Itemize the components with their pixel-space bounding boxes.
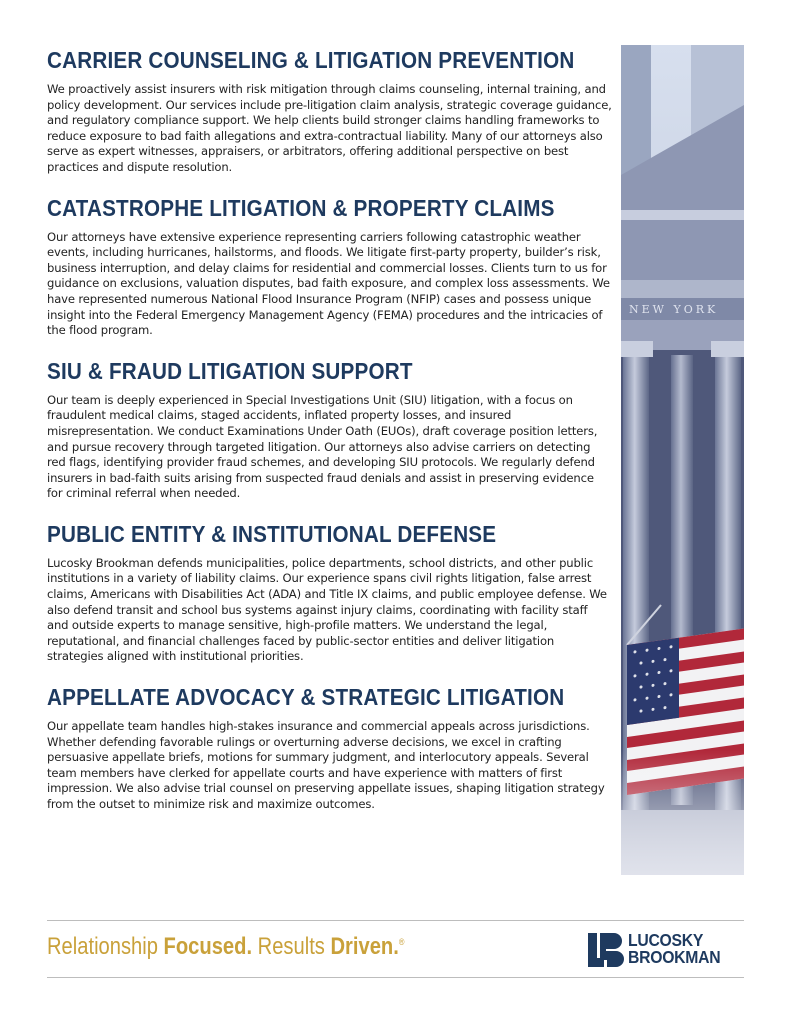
tagline-part-bold: Focused. — [163, 933, 253, 960]
section-body: Lucosky Brookman defends municipalities, police departments, school districts, and other public institutions in a variety of liability claims. Our experience spans civil rights litigation, false arrest claims, Americans with Disabilities Act (ADA) and Title IX claims, and public employee defense. We also defend transit and school bus systems against injury claims, coordinating with facility staff and outside experts to manage sensitive, high-profile matters. We understand the legal, reputational, and financial challenges faced by public-sector entities and deliver litigation strategies aligned with institutional priorities. — [47, 555, 607, 664]
logo-line: BROOKMAN — [628, 947, 721, 967]
company-logo — [588, 930, 744, 970]
section-body: Our appellate team handles high-stakes insurance and commercial appeals across jurisdictions. Whether defending favorable rulings or overturning adverse decisions, we excel in crafting persuasive appellate briefs, motions for summary judgment, and interlocutory appeals. Several team members have clerked for appellate courts and have experience with matters of first impression. We also advise trial counsel on preserving appellate issues, shaping litigation strategy from the outset to minimize risk and maximize outcomes. — [47, 719, 605, 811]
section-heading: CARRIER COUNSELING & LITIGATION PREVENTION — [47, 47, 575, 73]
logo-line: LUCOSKY — [628, 930, 704, 950]
tagline-part: Results — [252, 933, 331, 960]
section-body: Our team is deeply experienced in Special Investigations Unit (SIU) litigation, with a focus on fraudulent medical claims, staged accidents, inflated property losses, and insured misrepresentation. We conduct Examinations Under Oath (EUOs), draft coverage position letters, and pursue recovery through targeted litigation. Our attorneys also advise carriers on detecting red flags, identifying provider fraud schemes, and developing SIU protocols. We regularly defend insurers in bad-faith suits arising from suspected fraud denials and assist in preserving evidence for criminal referral when needed. — [47, 392, 598, 501]
section-appellate-advocacy — [47, 683, 612, 813]
section-siu-fraud — [47, 357, 612, 502]
section-body: Our attorneys have extensive experience representing carriers following catastrophic weather events, including hurricanes, hailstorms, and floods. We litigate first-party property, builder’s risk, business interruption, and delay claims for residential and commercial losses. Clients turn to us for guidance on exclusions, valuation disputes, bad faith exposure, and complex loss assessments. We have represented numerous National Flood Insurance Program (NFIP) cases and possess unique insight into the Federal Emergency Management Agency (FEMA) procedures and the intricacies of the flood program. — [47, 229, 610, 338]
registered-mark: ® — [398, 937, 405, 947]
main-content — [47, 46, 612, 831]
section-heading: CATASTROPHE LITIGATION & PROPERTY CLAIMS — [47, 194, 555, 221]
tagline-part: Relationship — [47, 933, 164, 960]
section-heading: APPELLATE ADVOCACY & STRATEGIC LITIGATION — [47, 684, 565, 711]
section-heading: SIU & FRAUD LITIGATION SUPPORT — [47, 357, 413, 384]
section-catastrophe-litigation — [47, 194, 612, 339]
tagline — [47, 933, 404, 961]
section-heading: PUBLIC ENTITY & INSTITUTIONAL DEFENSE — [47, 520, 497, 547]
section-public-entity — [47, 520, 612, 665]
footer-divider-top — [47, 920, 744, 921]
tagline-part-bold: Driven. — [330, 933, 399, 960]
logo-wordmark — [628, 932, 720, 966]
footer-divider-bottom — [47, 977, 744, 978]
section-body: We proactively assist insurers with risk mitigation through claims counseling, internal training, and policy development. Our services include pre-litigation claim analysis, strategic coverage guidance, and regulatory compliance support. We help clients build stronger claims handling frameworks to reduce exposure to bad faith allegations and extra-contractual liability. Many of our attorneys also serve as expert witnesses, appraisers, or arbitrators, offering additional perspective on best practices and dispute resolution. — [47, 82, 612, 174]
stock-exchange-building-with-flag-image — [621, 45, 744, 875]
section-carrier-counseling — [47, 46, 612, 176]
lb-monogram-icon — [588, 933, 624, 967]
